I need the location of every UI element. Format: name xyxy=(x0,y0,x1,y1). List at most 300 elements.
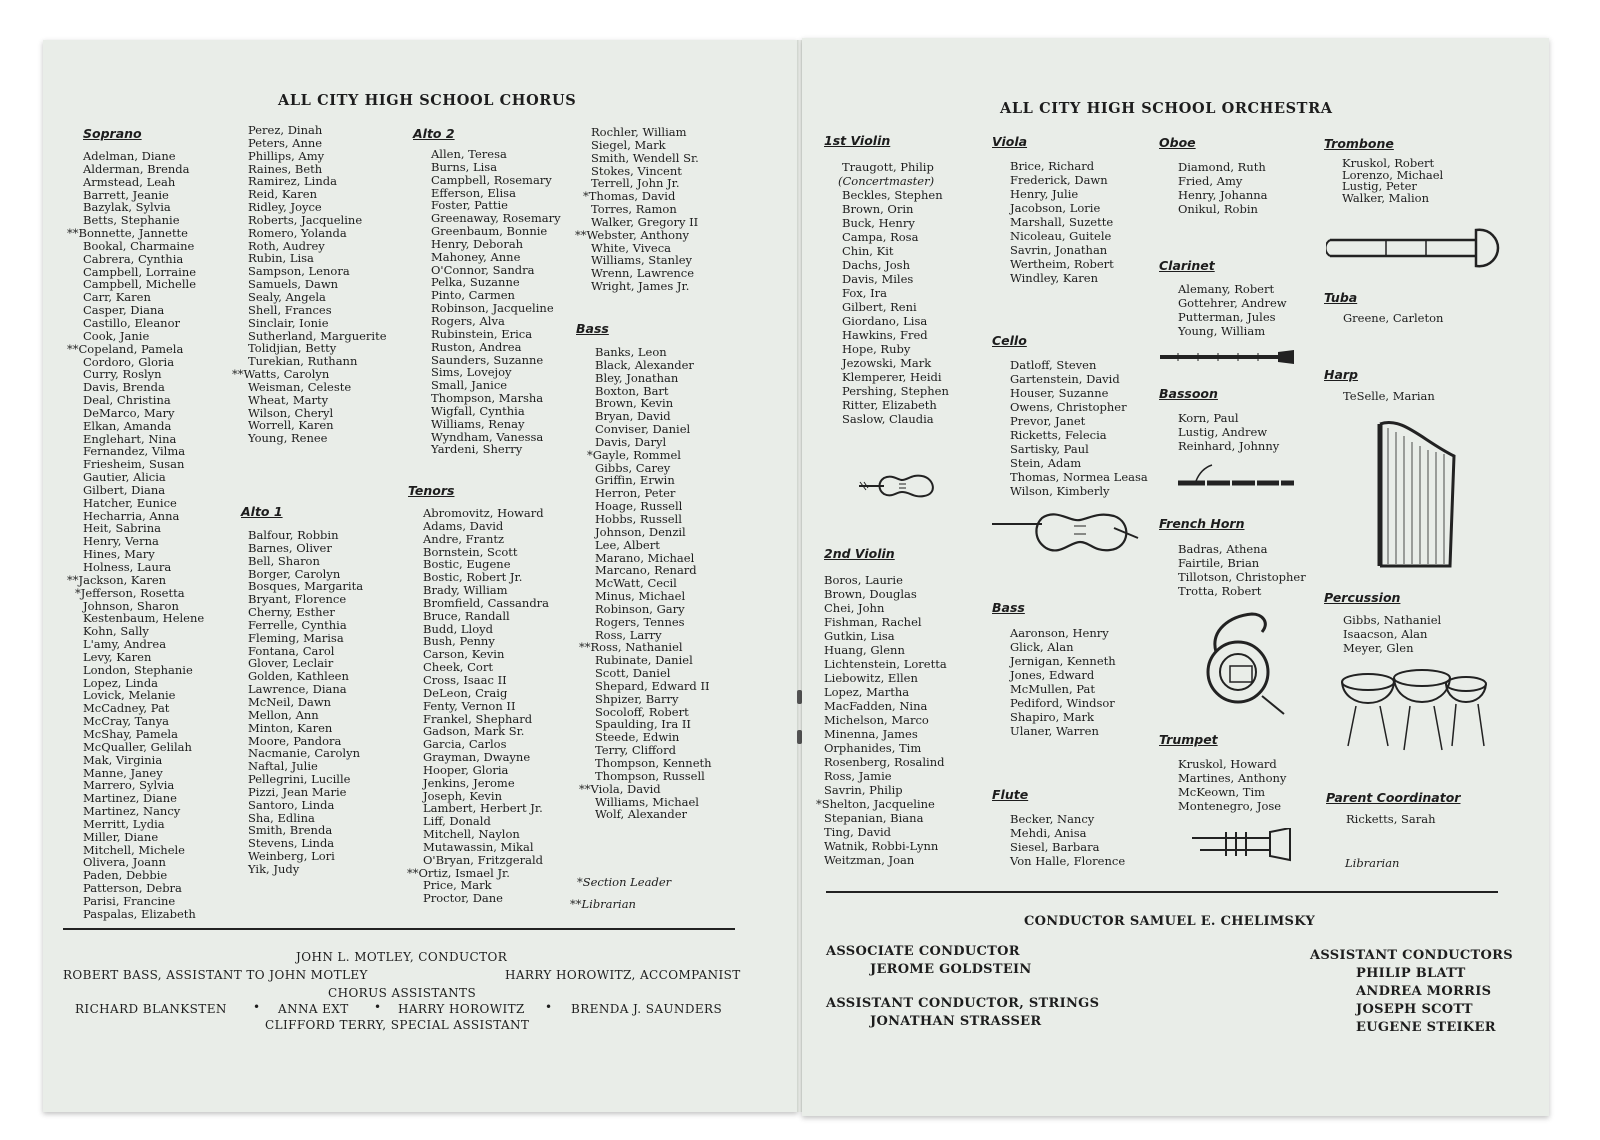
roster-name: Bruce, Randall xyxy=(423,608,510,623)
roster-name: Bell, Sharon xyxy=(248,553,320,568)
roster-name: Glover, Leclair xyxy=(248,656,334,671)
roster-name: Siegel, Mark xyxy=(591,137,666,152)
roster-name: Weitzman, Joan xyxy=(824,853,915,867)
roster-name: Andre, Frantz xyxy=(423,531,505,546)
french-horn-illustration xyxy=(1200,610,1290,720)
roster-name: Dachs, Josh xyxy=(842,258,910,272)
roster-name: Boxton, Bart xyxy=(595,383,669,398)
roster-name: Carr, Karen xyxy=(83,290,151,305)
roster-name: Siesel, Barbara xyxy=(1010,840,1100,854)
roster-name: Rubinate, Daniel xyxy=(595,653,693,668)
roster-name: Nicoleau, Guitele xyxy=(1010,229,1112,243)
roster-name: Lustig, Peter xyxy=(1342,179,1417,193)
roster-name: Deal, Christina xyxy=(83,393,171,408)
clarinet-heading: Clarinet xyxy=(1159,258,1215,273)
bass-list xyxy=(579,345,712,822)
roster-name: Savrin, Jonathan xyxy=(1010,243,1108,257)
roster-name: Barnes, Oliver xyxy=(248,540,332,555)
roster-name: Pizzi, Jean Marie xyxy=(248,784,347,799)
chorus-conductor: JOHN L. MOTLEY, CONDUCTOR xyxy=(296,950,508,964)
second-violin-list xyxy=(816,573,947,867)
chorus-special-assistant: CLIFFORD TERRY, SPECIAL ASSISTANT xyxy=(265,1018,530,1032)
roster-name: Jernigan, Kenneth xyxy=(1010,654,1116,668)
trombone-heading: Trombone xyxy=(1324,136,1394,151)
roster-name: Raines, Beth xyxy=(248,161,323,176)
roster-name: Betts, Stephanie xyxy=(83,213,180,228)
harp-heading: Harp xyxy=(1324,367,1359,382)
first-violin-heading: 1st Violin xyxy=(824,133,891,148)
roster-name: Shapiro, Mark xyxy=(1010,710,1095,724)
roster-name: Holness, Laura xyxy=(83,560,172,574)
roster-name: Hope, Ruby xyxy=(842,342,911,356)
roster-name: Bookal, Charmaine xyxy=(83,238,195,253)
tenors-list xyxy=(407,506,550,906)
violin-illustration xyxy=(854,470,944,502)
flute-heading: Flute xyxy=(992,787,1029,802)
roster-name: Datloff, Steven xyxy=(1010,358,1097,372)
roster-name: Gibbs, Nathaniel xyxy=(1343,613,1442,627)
roster-name: Adams, David xyxy=(423,518,504,533)
roster-name: Wrenn, Lawrence xyxy=(591,266,695,281)
roster-name: Aaronson, Henry xyxy=(1010,626,1109,640)
roster-name: Castillo, Eleanor xyxy=(83,315,181,330)
roster-name: Alderman, Brenda xyxy=(83,161,190,176)
roster-name: Von Halle, Florence xyxy=(1010,854,1126,868)
roster-name: Fried, Amy xyxy=(1178,174,1243,188)
roster-name: Foster, Pattie xyxy=(431,198,508,213)
roster-name: Williams, Michael xyxy=(595,794,699,809)
roster-name: O'Bryan, Fritzgerald xyxy=(423,852,544,867)
roster-name: **Ross, Nathaniel xyxy=(579,640,683,655)
roster-name: Fox, Ira xyxy=(842,286,887,300)
roster-name: Price, Mark xyxy=(423,878,492,893)
roster-name: Minton, Karen xyxy=(248,720,333,735)
roster-name: Thomas, Normea Leasa xyxy=(1010,470,1148,484)
roster-name: Davis, Daryl xyxy=(595,434,667,449)
orchestra-bass-list xyxy=(1010,626,1116,738)
roster-name: Shepard, Edward II xyxy=(595,678,710,693)
roster-name: Klemperer, Heidi xyxy=(842,370,942,384)
roster-name: Lambert, Herbert Jr. xyxy=(423,801,543,816)
roster-name: Martinez, Nancy xyxy=(83,804,181,819)
roster-name: Fernandez, Vilma xyxy=(83,444,186,459)
roster-name: Wyndham, Vanessa xyxy=(431,429,544,444)
roster-name: Abromovitz, Howard xyxy=(423,506,544,520)
roster-name: Korn, Paul xyxy=(1178,411,1239,425)
roster-name: Mitchell, Michele xyxy=(83,842,185,857)
roster-name: Johnson, Sharon xyxy=(83,598,179,613)
trumpet-heading: Trumpet xyxy=(1159,732,1218,747)
roster-name: Reid, Karen xyxy=(248,187,317,202)
parent-coordinator-list xyxy=(1346,812,1436,826)
roster-name: Kruskol, Howard xyxy=(1178,757,1277,771)
trombone-illustration xyxy=(1326,220,1501,270)
alto1-list xyxy=(248,529,363,876)
roster-name: Cross, Isaac II xyxy=(423,672,507,687)
roster-name: *Gayle, Rommel xyxy=(587,447,681,462)
chorus-assistant-name: BRENDA J. SAUNDERS xyxy=(571,1002,723,1016)
roster-name: Badras, Athena xyxy=(1178,542,1268,556)
roster-name: Hatcher, Eunice xyxy=(83,495,177,510)
roster-name: Bryant, Florence xyxy=(248,592,347,607)
roster-name: Banks, Leon xyxy=(595,345,667,359)
roster-name: **Bonnette, Jannette xyxy=(67,226,188,241)
roster-name: Cherny, Esther xyxy=(248,605,335,620)
roster-name: Ricketts, Sarah xyxy=(1346,812,1436,826)
roster-name: Davis, Miles xyxy=(842,272,914,286)
roster-name: Henry, Johanna xyxy=(1178,188,1268,202)
roster-name: Scott, Daniel xyxy=(595,666,671,681)
roster-name: O'Connor, Sandra xyxy=(431,262,535,277)
roster-name: Rosenberg, Rosalind xyxy=(824,755,945,769)
roster-name: Gutkin, Lisa xyxy=(824,629,895,643)
roster-name: Friesheim, Susan xyxy=(83,457,185,472)
roster-name: Sha, Edlina xyxy=(248,810,315,825)
roster-name: Naftal, Julie xyxy=(248,759,318,774)
roster-name: Pelka, Suzanne xyxy=(431,275,520,290)
roster-name: Wigfall, Cynthia xyxy=(431,403,525,418)
roster-name: Wright, James Jr. xyxy=(591,279,690,294)
tenors-continued-list xyxy=(575,125,699,294)
roster-name: White, Viveca xyxy=(591,240,672,255)
orchestra-bass-heading: Bass xyxy=(992,600,1025,615)
roster-name: Stepanian, Biana xyxy=(824,811,924,825)
roster-name: Pinto, Carmen xyxy=(431,288,515,303)
roster-name: Thompson, Kenneth xyxy=(595,756,712,770)
alto2-list xyxy=(431,148,561,456)
roster-name: Spaulding, Ira II xyxy=(595,717,691,732)
roster-name: Lichtenstein, Loretta xyxy=(824,657,947,671)
roster-name: Heit, Sabrina xyxy=(83,521,161,536)
roster-name: Joseph, Kevin xyxy=(423,788,502,803)
roster-name: Lopez, Martha xyxy=(824,685,910,699)
roster-name: Walker, Malion xyxy=(1342,190,1429,205)
roster-name: Lopez, Linda xyxy=(83,675,159,690)
roster-name: Owens, Christopher xyxy=(1010,400,1127,414)
roster-name: Robinson, Jacqueline xyxy=(431,301,554,316)
roster-name: Hobbs, Russell xyxy=(595,511,682,526)
roster-name: Savrin, Philip xyxy=(824,783,903,797)
roster-name: Torres, Ramon xyxy=(591,202,677,217)
roster-name: Windley, Karen xyxy=(1010,271,1098,285)
roster-name: Young, William xyxy=(1178,324,1266,338)
roster-name: Mellon, Ann xyxy=(248,707,319,722)
roster-name: Greenaway, Rosemary xyxy=(431,211,561,226)
roster-name: Shpizer, Barry xyxy=(595,691,679,706)
viola-list xyxy=(1010,159,1114,285)
assistant-conductors-title: ASSISTANT CONDUCTORS xyxy=(1310,948,1513,963)
roster-name: Samuels, Dawn xyxy=(248,277,339,292)
percussion-heading: Percussion xyxy=(1324,590,1401,605)
roster-name: Weisman, Celeste xyxy=(248,379,352,394)
roster-name: McQualler, Gelilah xyxy=(83,739,192,754)
french-horn-list xyxy=(1178,542,1306,598)
roster-name: Wolf, Alexander xyxy=(595,807,687,822)
roster-name: Roth, Audrey xyxy=(248,238,325,253)
orchestra-title: ALL CITY HIGH SCHOOL ORCHESTRA xyxy=(1000,100,1333,117)
roster-name: Young, Renee xyxy=(248,431,328,446)
roster-name: Grayman, Dwayne xyxy=(423,750,531,765)
roster-name: Martinez, Diane xyxy=(83,791,177,806)
roster-name: Paspalas, Elizabeth xyxy=(83,906,196,921)
bassoon-illustration xyxy=(1176,463,1301,491)
associate-conductor-name: JEROME GOLDSTEIN xyxy=(870,962,1032,977)
chorus-accompanist: HARRY HOROWITZ, ACCOMPANIST xyxy=(505,968,741,982)
roster-name: Putterman, Jules xyxy=(1178,310,1276,324)
roster-name: Moore, Pandora xyxy=(248,733,342,748)
roster-name: Lorenzo, Michael xyxy=(1342,167,1444,182)
tuba-list xyxy=(1343,311,1443,325)
roster-name: Ross, Jamie xyxy=(824,769,892,783)
roster-name: Wilson, Cheryl xyxy=(248,405,334,420)
roster-name: Gilbert, Diana xyxy=(83,482,166,497)
roster-name: Barrett, Jeanie xyxy=(83,187,169,202)
roster-name: Worrell, Karen xyxy=(248,418,334,433)
roster-name: Cordoro, Gloria xyxy=(83,354,175,369)
roster-name: Chin, Kit xyxy=(842,244,894,258)
trumpet-list xyxy=(1178,757,1286,813)
assistant-conductor-name: PHILIP BLATT xyxy=(1356,966,1466,981)
roster-name: Davis, Brenda xyxy=(83,380,165,395)
roster-name: Sartisky, Paul xyxy=(1010,442,1089,456)
roster-name: Gautier, Alicia xyxy=(83,470,166,485)
oboe-list xyxy=(1178,160,1267,216)
roster-name: McWatt, Cecil xyxy=(595,576,677,591)
roster-name: Mehdi, Anisa xyxy=(1010,826,1087,840)
roster-name: Chei, John xyxy=(824,601,885,615)
roster-name: Patterson, Debra xyxy=(83,881,182,896)
roster-name: Isaacson, Alan xyxy=(1343,627,1428,641)
harp-list xyxy=(1343,389,1435,403)
roster-name: Ulaner, Warren xyxy=(1010,724,1099,738)
roster-name: Black, Alexander xyxy=(595,357,694,372)
roster-name: Sealy, Angela xyxy=(248,289,326,304)
roster-name: Perez, Dinah xyxy=(248,123,323,137)
roster-name: Beckles, Stephen xyxy=(842,188,943,202)
roster-name: Buck, Henry xyxy=(842,216,915,230)
tuba-heading: Tuba xyxy=(1324,290,1358,305)
chorus-title: ALL CITY HIGH SCHOOL CHORUS xyxy=(278,92,577,109)
roster-name: Steede, Edwin xyxy=(595,730,680,745)
roster-name: Brown, Kevin xyxy=(595,396,674,411)
roster-name: Hines, Mary xyxy=(83,547,155,562)
roster-name: Mahoney, Anne xyxy=(431,249,521,264)
roster-name: Rogers, Alva xyxy=(431,313,505,328)
roster-name: McNeil, Dawn xyxy=(248,694,332,709)
roster-name: Traugott, Philip xyxy=(842,160,934,174)
roster-name: Minenna, James xyxy=(824,727,918,741)
roster-name: McKeown, Tim xyxy=(1178,785,1266,799)
roster-name: Pershing, Stephen xyxy=(842,384,949,398)
section-leader-note: *Section Leader xyxy=(577,875,672,889)
roster-name: Brice, Richard xyxy=(1010,159,1095,173)
roster-name: Stokes, Vincent xyxy=(591,163,682,178)
orchestra-divider xyxy=(826,891,1498,893)
roster-name: Jenkins, Jerome xyxy=(423,775,515,790)
alto2-heading: Alto 2 xyxy=(413,126,455,141)
separator-dot: • xyxy=(374,1000,382,1014)
assistant-conductor-name: JOSEPH SCOTT xyxy=(1356,1002,1473,1017)
roster-name: Borger, Carolyn xyxy=(248,566,341,581)
roster-name: Sampson, Lenora xyxy=(248,264,350,279)
roster-name: Diamond, Ruth xyxy=(1178,160,1266,174)
roster-name: Marshall, Suzette xyxy=(1010,215,1114,229)
roster-name: *Thomas, David xyxy=(583,189,676,204)
roster-name: Kohn, Sally xyxy=(83,624,149,639)
second-violin-heading: 2nd Violin xyxy=(824,546,895,561)
roster-name: DeMarco, Mary xyxy=(83,405,175,420)
roster-name: Wertheim, Robert xyxy=(1010,257,1114,271)
roster-name: Greene, Carleton xyxy=(1343,311,1444,325)
roster-name: Ritter, Elizabeth xyxy=(842,398,937,412)
roster-name: Marrero, Sylvia xyxy=(83,778,175,793)
roster-name: Gilbert, Reni xyxy=(842,300,917,314)
trumpet-illustration xyxy=(1190,828,1300,862)
roster-name: McShay, Pamela xyxy=(83,726,178,741)
clarinet-illustration xyxy=(1158,349,1298,365)
clarinet-list xyxy=(1178,282,1287,338)
roster-name: TeSelle, Marian xyxy=(1343,389,1435,403)
roster-name: Kestenbaum, Helene xyxy=(83,611,205,626)
roster-name: Lee, Albert xyxy=(595,537,660,552)
cello-heading: Cello xyxy=(992,333,1027,348)
flute-list xyxy=(1010,812,1125,868)
chorus-assistants-heading: CHORUS ASSISTANTS xyxy=(328,986,477,1000)
assistant-conductor-name: EUGENE STEIKER xyxy=(1356,1020,1496,1035)
roster-name: Brown, Orin xyxy=(842,202,914,216)
roster-name: Kruskol, Robert xyxy=(1342,156,1435,170)
roster-name: Thompson, Russell xyxy=(595,768,705,783)
roster-name: Fairtile, Brian xyxy=(1178,556,1260,570)
roster-name: Adelman, Diane xyxy=(83,149,176,163)
roster-name: Socoloff, Robert xyxy=(595,704,689,719)
roster-name: Bostic, Eugene xyxy=(423,557,511,572)
roster-name: Casper, Diana xyxy=(83,303,165,318)
roster-name: Tolidjian, Betty xyxy=(248,341,337,356)
roster-name: Huang, Glenn xyxy=(824,643,905,657)
soprano-heading: Soprano xyxy=(83,126,142,141)
roster-name: Giordano, Lisa xyxy=(842,314,928,328)
separator-dot: • xyxy=(545,1000,553,1014)
roster-name: Yik, Judy xyxy=(248,861,300,876)
roster-name: Lustig, Andrew xyxy=(1178,425,1268,439)
roster-name: Rubin, Lisa xyxy=(248,251,314,266)
roster-name: (Concertmaster) xyxy=(838,174,935,188)
cello-illustration xyxy=(990,508,1140,558)
roster-name: McMullen, Pat xyxy=(1010,682,1095,696)
orchestra-librarian-note: Librarian xyxy=(1345,856,1400,870)
roster-name: Balfour, Robbin xyxy=(248,528,339,542)
roster-name: Reinhard, Johnny xyxy=(1178,439,1280,453)
roster-name: Martines, Anthony xyxy=(1178,771,1287,785)
roster-name: Santoro, Linda xyxy=(248,797,335,812)
strings-conductor-title: ASSISTANT CONDUCTOR, STRINGS xyxy=(826,996,1100,1011)
alto1-heading: Alto 1 xyxy=(241,504,283,519)
roster-name: Sutherland, Marguerite xyxy=(248,328,387,343)
roster-name: Liff, Donald xyxy=(423,814,491,829)
chorus-assistant: ROBERT BASS, ASSISTANT TO JOHN MOTLEY xyxy=(63,968,368,982)
roster-name: Onikul, Robin xyxy=(1178,202,1258,216)
roster-name: Trotta, Robert xyxy=(1178,584,1262,598)
roster-name: Smith, Brenda xyxy=(248,823,333,838)
roster-name: Phillips, Amy xyxy=(248,148,325,163)
roster-name: Peters, Anne xyxy=(248,135,323,150)
roster-name: Fleming, Marisa xyxy=(248,630,344,645)
roster-name: McCadney, Pat xyxy=(83,701,170,716)
roster-name: Orphanides, Tim xyxy=(824,741,922,755)
roster-name: Cook, Janie xyxy=(83,328,150,343)
roster-name: Campbell, Lorraine xyxy=(83,264,197,279)
orchestra-conductor: CONDUCTOR SAMUEL E. CHELIMSKY xyxy=(1024,914,1316,929)
roster-name: Jacobson, Lorie xyxy=(1010,201,1101,215)
roster-name: Conviser, Daniel xyxy=(595,422,691,437)
french-horn-heading: French Horn xyxy=(1159,516,1245,531)
roster-name: *Shelton, Jacqueline xyxy=(816,797,935,811)
roster-name: Mitchell, Naylon xyxy=(423,827,520,842)
roster-name: Allen, Teresa xyxy=(431,147,507,161)
roster-name: Bazylak, Sylvia xyxy=(83,200,171,215)
roster-name: Englehart, Nina xyxy=(83,431,177,446)
roster-name: Becker, Nancy xyxy=(1010,812,1095,826)
roster-name: Bryan, David xyxy=(595,409,671,424)
timpani-illustration xyxy=(1338,666,1488,754)
roster-name: Fenty, Vernon II xyxy=(423,698,516,713)
roster-name: Montenegro, Jose xyxy=(1178,799,1282,813)
roster-name: Manne, Janey xyxy=(83,765,163,780)
roster-name: *Jefferson, Rosetta xyxy=(75,585,185,600)
roster-name: Roberts, Jacqueline xyxy=(248,212,363,227)
roster-name: Greenbaum, Bonnie xyxy=(431,224,548,239)
librarian-note: **Librarian xyxy=(570,897,636,911)
roster-name: Merritt, Lydia xyxy=(83,816,165,831)
percussion-list xyxy=(1343,613,1441,655)
soprano-list-1 xyxy=(67,149,205,921)
roster-name: Fontana, Carol xyxy=(248,643,335,658)
roster-name: Proctor, Dane xyxy=(423,891,503,906)
roster-name: Hawkins, Fred xyxy=(842,328,928,342)
roster-name: Terrell, John Jr. xyxy=(591,176,680,191)
separator-dot: • xyxy=(253,1000,261,1014)
roster-name: Boros, Laurie xyxy=(824,573,903,587)
roster-name: Nacmanie, Carolyn xyxy=(248,746,360,761)
roster-name: Henry, Deborah xyxy=(431,236,524,251)
roster-name: Golden, Kathleen xyxy=(248,669,349,684)
roster-name: Campbell, Rosemary xyxy=(431,172,552,187)
roster-name: Brown, Douglas xyxy=(824,587,917,601)
roster-name: Henry, Verna xyxy=(83,534,159,549)
roster-name: **Copeland, Pamela xyxy=(67,341,184,356)
roster-name: Lovick, Melanie xyxy=(83,688,176,703)
orchestra-page xyxy=(802,38,1549,1116)
oboe-heading: Oboe xyxy=(1159,135,1196,150)
roster-name: Mak, Virginia xyxy=(83,752,163,767)
roster-name: Robinson, Gary xyxy=(595,601,685,616)
cello-list xyxy=(1010,358,1148,498)
parent-coordinator-heading: Parent Coordinator xyxy=(1326,790,1461,805)
roster-name: Ting, David xyxy=(824,825,892,839)
roster-name: Efferson, Elisa xyxy=(431,185,516,200)
roster-name: Bley, Jonathan xyxy=(595,370,679,385)
roster-name: Ridley, Joyce xyxy=(248,200,322,215)
roster-name: Glick, Alan xyxy=(1010,640,1074,654)
roster-name: L'amy, Andrea xyxy=(83,637,167,652)
roster-name: Jezowski, Mark xyxy=(842,356,932,370)
bassoon-heading: Bassoon xyxy=(1159,386,1218,401)
roster-name: Curry, Roslyn xyxy=(83,367,162,382)
roster-name: Hooper, Gloria xyxy=(423,762,509,777)
roster-name: Stein, Adam xyxy=(1010,456,1082,470)
roster-name: Henry, Julie xyxy=(1010,187,1079,201)
